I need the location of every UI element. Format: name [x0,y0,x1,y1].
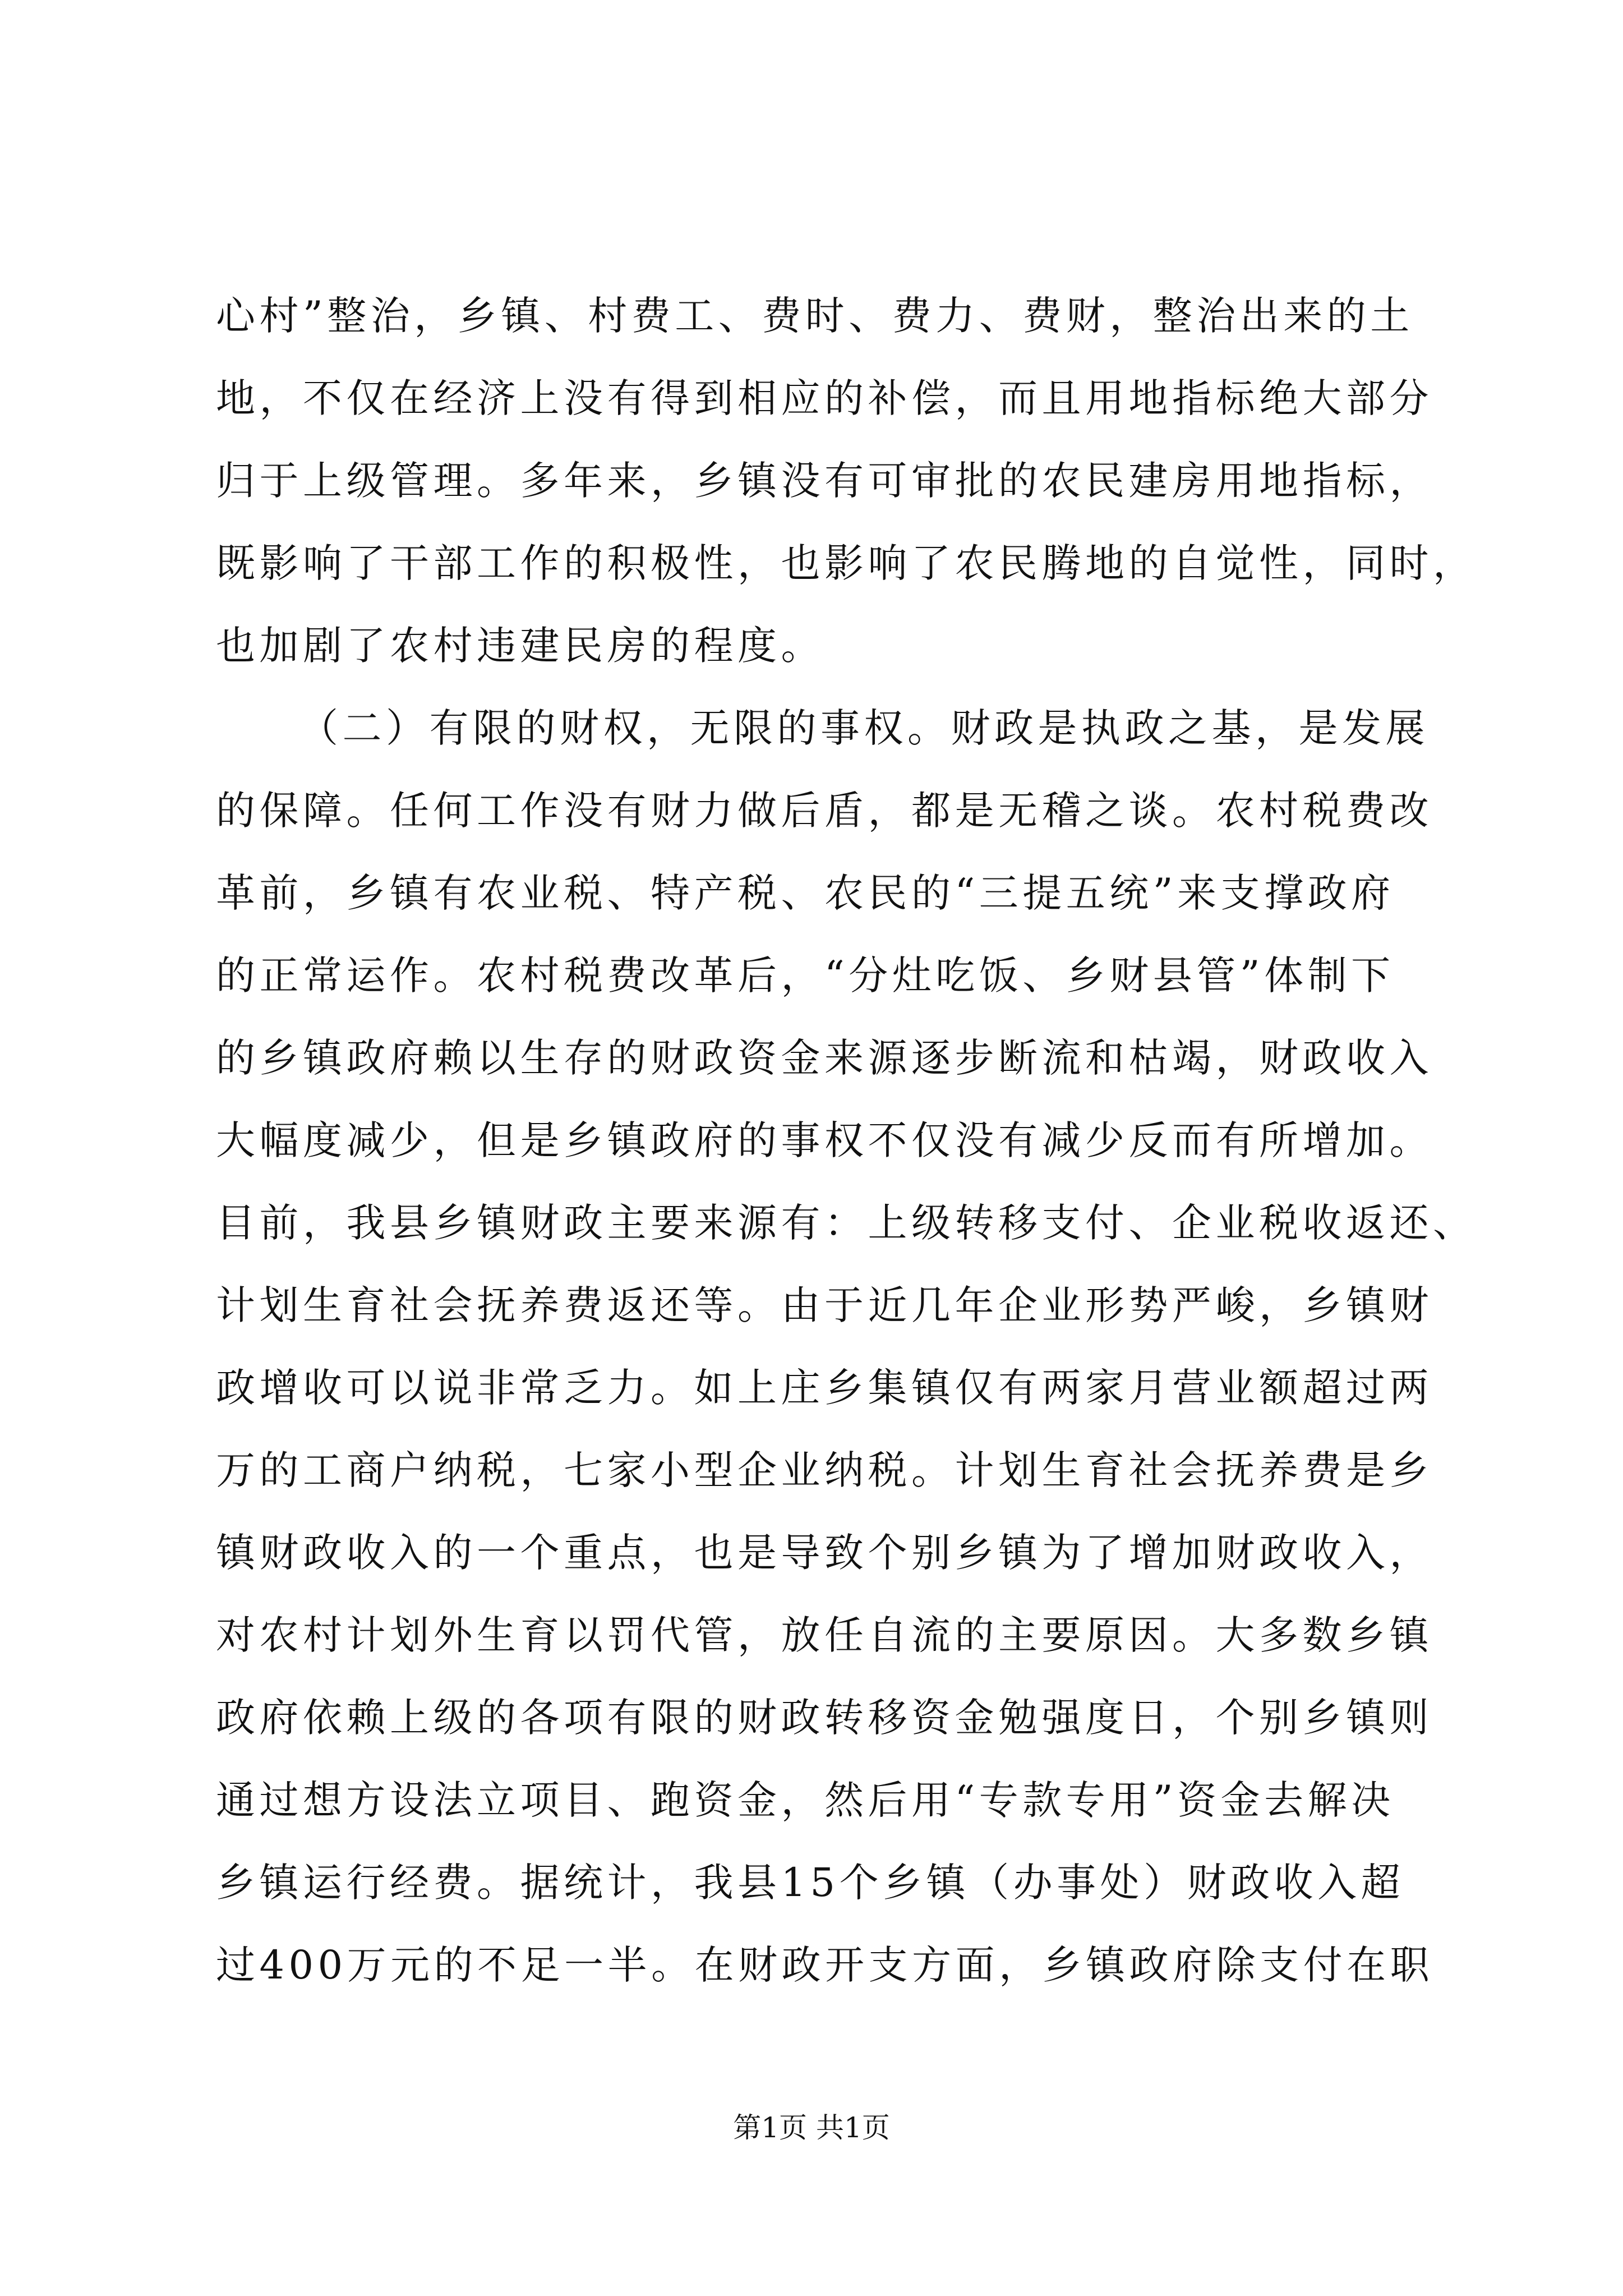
text-line: 计划生育社会抚养费返还等。由于近几年企业形势严峻，乡镇财 [216,1282,1433,1328]
text-line: 乡镇运行经费。据统计，我县15个乡镇（办事处）财政收入超 [216,1860,1405,1906]
document-body [216,275,1477,2007]
page-number-footer: 第1页 共1页 [733,2111,890,2144]
text-line: 归于上级管理。多年来，乡镇没有可审批的农民建房用地指标， [216,458,1433,504]
text-line: 政府依赖上级的各项有限的财政转移资金勉强度日，个别乡镇则 [216,1695,1433,1741]
text-line: 过400万元的不足一半。在财政开支方面，乡镇政府除支付在职 [216,1942,1434,1988]
text-line: 的乡镇政府赖以生存的财政资金来源逐步断流和枯竭，财政收入 [216,1035,1433,1081]
text-line: 目前，我县乡镇财政主要来源有：上级转移支付、企业税收返还、 [216,1200,1477,1246]
text-line: 革前，乡镇有农业税、特产税、农民的“三提五统”来支撑政府 [216,870,1395,916]
text-line: 镇财政收入的一个重点，也是导致个别乡镇为了增加财政收入， [216,1530,1433,1576]
text-line: 的保障。任何工作没有财力做后盾，都是无稽之谈。农村税费改 [216,788,1433,834]
text-line: 大幅度减少，但是乡镇政府的事权不仅没有减少反而有所增加。 [216,1117,1433,1163]
text-line: 地，不仅在经济上没有得到相应的补偿，而且用地指标绝大部分 [216,375,1433,421]
text-line: 对农村计划外生育以罚代管，放任自流的主要原因。大多数乡镇 [216,1612,1433,1658]
text-line: 既影响了干部工作的积极性，也影响了农民腾地的自觉性，同时， [216,540,1477,586]
text-line: 也加剧了农村违建民房的程度。 [216,623,824,669]
section-heading-line: （二）有限的财权，无限的事权。财政是执政之基，是发展 [299,705,1429,751]
text-line: 心村”整治，乡镇、村费工、费时、费力、费财，整治出来的土 [216,293,1414,339]
text-line: 政增收可以说非常乏力。如上庄乡集镇仅有两家月营业额超过两 [216,1365,1433,1411]
text-line: 通过想方设法立项目、跑资金，然后用“专款专用”资金去解决 [216,1777,1395,1823]
text-line: 的正常运作。农村税费改革后，“分灶吃饭、乡财县管”体制下 [216,953,1395,999]
text-line: 万的工商户纳税，七家小型企业纳税。计划生育社会抚养费是乡 [216,1447,1433,1493]
